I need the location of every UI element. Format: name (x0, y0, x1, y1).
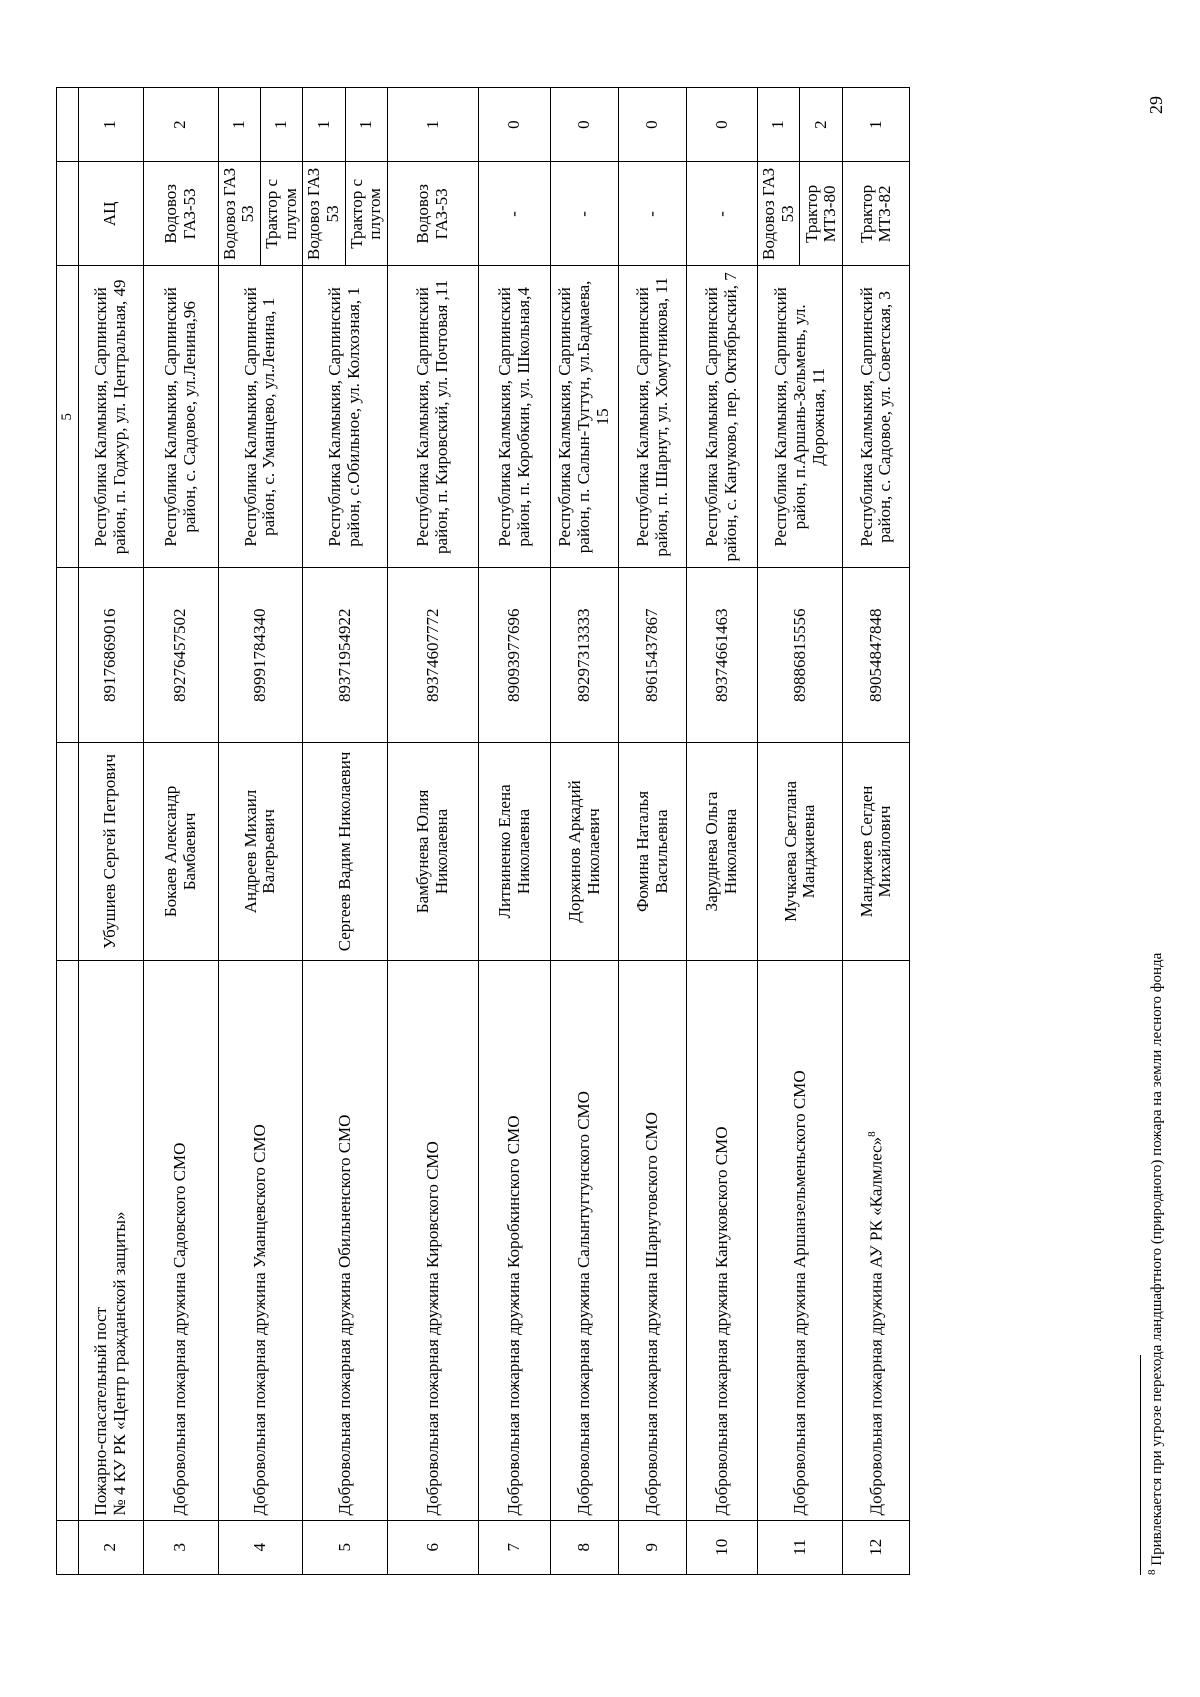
address: Республика Калмыкия, Сарпинский район, с.Обильное, ул. Колхозная, 1 (303, 266, 388, 568)
header-row (57, 88, 79, 1575)
table-row (619, 88, 687, 1575)
unit-name: Добровольная пожарная дружина Садовского СМО (143, 960, 218, 1520)
row-number: 2 (78, 1520, 143, 1574)
equipment: Водовоз ГАЗ 53 (218, 162, 260, 266)
equipment: Трактор МТЗ-80 (800, 162, 843, 266)
footnote-divider (1140, 1355, 1141, 1575)
quantity: 1 (303, 88, 345, 162)
person-name: Андреев Михаил Валерьевич (218, 743, 303, 961)
equipment: Водовоз ГАЗ-53 (143, 162, 218, 266)
person-name: Манджиев Сегден Михайлович (843, 743, 910, 961)
equipment: - (551, 162, 619, 266)
header-cell (57, 960, 79, 1520)
table-row (388, 88, 479, 1575)
table-row (479, 88, 551, 1575)
table-row (551, 88, 619, 1575)
person-name: Фомина Наталья Васильевна (619, 743, 687, 961)
address: Республика Калмыкия, Сарпинский район, с. Садовое, ул. Советская, 3 (843, 266, 910, 568)
header-cell (57, 88, 79, 162)
equipment: Водовоз ГАЗ 53 (303, 162, 345, 266)
footnote-text: Привлекается при угрозе перехода ландшафтного (природного) пожара на земли лесного фонда (1149, 952, 1165, 1570)
person-name: Литвиненко Елена Николаевна (479, 743, 551, 961)
address: Республика Калмыкия, Сарпинский район, п.Аршань-Зельмень, ул. Дорожная, 11 (758, 266, 843, 568)
equipment: Трактор МТЗ-82 (843, 162, 910, 266)
equipment: Трактор с плугом (260, 162, 302, 266)
header-cell (57, 743, 79, 961)
quantity: 1 (388, 88, 479, 162)
address: Республика Калмыкия, Сарпинский район, с. Кануково, пер. Октябрьский, 7 (687, 266, 758, 568)
equipment: - (619, 162, 687, 266)
header-cell (57, 568, 79, 743)
equipment: Трактор с плугом (345, 162, 387, 266)
unit-name: Добровольная пожарная дружина Кировского СМО (388, 960, 479, 1520)
unit-name: Добровольная пожарная дружина Салынтугтунского СМО (551, 960, 619, 1520)
phone-number: 89615437867 (619, 568, 687, 743)
person-name: Бокаев Александр Бамбаевич (143, 743, 218, 961)
phone-number: 89886815556 (758, 568, 843, 743)
quantity: 0 (687, 88, 758, 162)
phone-number: 89054847848 (843, 568, 910, 743)
footnote (1146, 953, 1166, 1575)
quantity: 1 (260, 88, 302, 162)
person-name: Сергеев Вадим Николаевич (303, 743, 388, 961)
person-name: Доржинов Аркадий Николаевич (551, 743, 619, 961)
footnote-ref: 8 (866, 1131, 879, 1137)
equipment: - (479, 162, 551, 266)
header-cell-5: 5 (57, 266, 79, 568)
equipment: Водовоз ГАЗ 53 (758, 162, 800, 266)
table-row (843, 88, 910, 1575)
phone-number: 89371954922 (303, 568, 388, 743)
quantity: 2 (143, 88, 218, 162)
phone-number: 89991784340 (218, 568, 303, 743)
person-name: Мучкаева Светлана Манджиевна (758, 743, 843, 961)
row-number: 3 (143, 1520, 218, 1574)
phone-number: 89297313333 (551, 568, 619, 743)
quantity: 1 (78, 88, 143, 162)
phone-number: 89093977696 (479, 568, 551, 743)
quantity: 1 (345, 88, 387, 162)
row-number: 10 (687, 1520, 758, 1574)
quantity: 2 (800, 88, 843, 162)
table-row (687, 88, 758, 1575)
equipment: - (687, 162, 758, 266)
unit-name: Добровольная пожарная дружина Аршанзельменьского СМО (758, 960, 843, 1520)
header-cell (57, 1520, 79, 1574)
row-number: 7 (479, 1520, 551, 1574)
person-name: Бамбунева Юлия Николаевна (388, 743, 479, 961)
header-cell (57, 162, 79, 266)
address: Республика Калмыкия, Сарпинский район, с. Садовое, ул.Ленина,96 (143, 266, 218, 568)
table-row (143, 88, 218, 1575)
row-number: 8 (551, 1520, 619, 1574)
row-number: 11 (758, 1520, 843, 1574)
quantity: 1 (758, 88, 800, 162)
unit-name: Добровольная пожарная дружина Обильненского СМО (303, 960, 388, 1520)
row-number: 4 (218, 1520, 303, 1574)
unit-name: Добровольная пожарная дружина Кануковского СМО (687, 960, 758, 1520)
row-number: 9 (619, 1520, 687, 1574)
table-row (303, 88, 345, 1575)
quantity: 0 (619, 88, 687, 162)
unit-name: Добровольная пожарная дружина Шарнутовского СМО (619, 960, 687, 1520)
phone-number: 89374661463 (687, 568, 758, 743)
person-name: Заруднева Ольга Николаевна (687, 743, 758, 961)
unit-name-cell (843, 960, 910, 1520)
unit-name: Добровольная пожарная дружина Уманцевского СМО (218, 960, 303, 1520)
quantity: 0 (479, 88, 551, 162)
unit-name: Добровольная пожарная дружина АУ РК «Калмлес» (866, 1136, 886, 1516)
phone-number: 89176869016 (78, 568, 143, 743)
resources-table (56, 87, 910, 1575)
equipment: Водовоз ГАЗ-53 (388, 162, 479, 266)
quantity: 0 (551, 88, 619, 162)
unit-name: Добровольная пожарная дружина Коробкинского СМО (479, 960, 551, 1520)
phone-number: 89276457502 (143, 568, 218, 743)
address: Республика Калмыкия, Сарпинский район, п. Коробкин, ул. Школьная,4 (479, 266, 551, 568)
unit-name: Пожарно-спасательный пост № 4 КУ РК «Центр гражданской защиты» (78, 960, 143, 1520)
page-number: 29 (1146, 96, 1166, 114)
table-row (758, 88, 800, 1575)
row-number: 12 (843, 1520, 910, 1574)
row-number: 5 (303, 1520, 388, 1574)
quantity: 1 (843, 88, 910, 162)
address: Республика Калмыкия, Сарпинский район, п. Шарнут, ул. Хомутникова, 11 (619, 266, 687, 568)
quantity: 1 (218, 88, 260, 162)
address: Республика Калмыкия, Сарпинский район, п. Годжур, ул. Центральная, 49 (78, 266, 143, 568)
person-name: Убушиев Сергей Петрович (78, 743, 143, 961)
row-number: 6 (388, 1520, 479, 1574)
table-row (218, 88, 260, 1575)
address: Республика Калмыкия, Сарпинский район, п. Кировский, ул. Почтовая ,11 (388, 266, 479, 568)
address: Республика Калмыкия, Сарпинский район, п. Салын-Тугтун, ул.Бадмаева, 15 (551, 266, 619, 568)
footnote-marker: 8 (1146, 1569, 1158, 1575)
equipment: АЦ (78, 162, 143, 266)
phone-number: 89374607772 (388, 568, 479, 743)
table-row (78, 88, 143, 1575)
address: Республика Калмыкия, Сарпинский район, с. Уманцево, ул.Ленина, 1 (218, 266, 303, 568)
